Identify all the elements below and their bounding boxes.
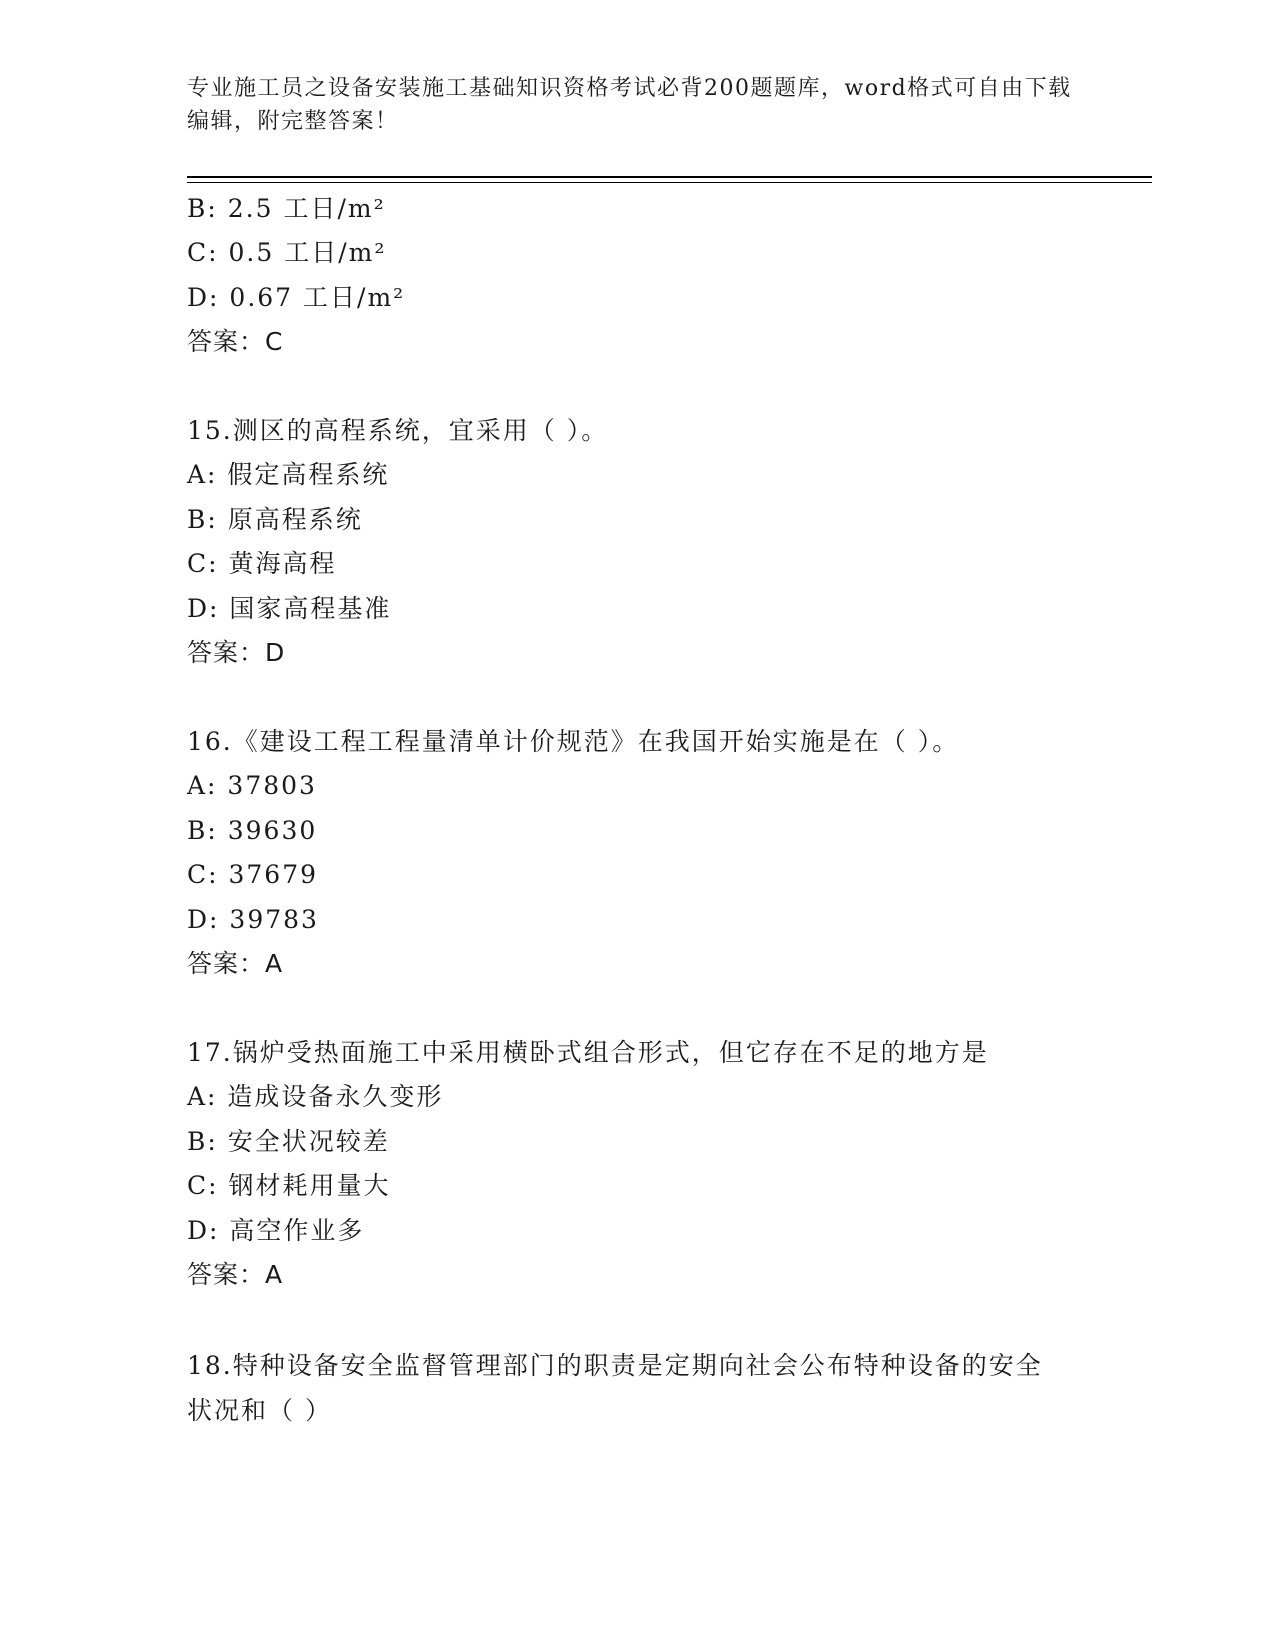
q15-option-c: C: 黄海高程 xyxy=(187,549,337,578)
q16-option-d: D: 39783 xyxy=(187,905,319,934)
prev-option-d: D: 0.67 工日/m² xyxy=(187,283,406,312)
q18-question: 18.特种设备安全监督管理部门的职责是定期向社会公布特种设备的安全状况和（ ） xyxy=(187,1351,1043,1425)
q17-question: 17.锅炉受热面施工中采用横卧式组合形式，但它存在不足的地方是 xyxy=(187,1038,989,1067)
q17-option-c: C: 钢材耗用量大 xyxy=(187,1171,391,1200)
prev-option-b: B: 2.5 工日/m² xyxy=(187,194,386,223)
q17-answer: 答案：A xyxy=(187,1260,284,1289)
q16-question: 16.《建设工程工程量清单计价规范》在我国开始实施是在（ ）。 xyxy=(187,727,960,756)
q16-answer: 答案：A xyxy=(187,949,284,978)
header-divider-thick xyxy=(187,176,1152,178)
q16-option-c: C: 37679 xyxy=(187,860,319,889)
q17-option-b: B: 安全状况较差 xyxy=(187,1127,390,1156)
q16-option-b: B: 39630 xyxy=(187,816,318,845)
prev-answer: 答案：C xyxy=(187,327,284,356)
q15-option-b: B: 原高程系统 xyxy=(187,505,363,534)
q15-option-a: A: 假定高程系统 xyxy=(187,460,390,489)
q17-option-a: A: 造成设备永久变形 xyxy=(187,1082,444,1111)
q17-option-d: D: 高空作业多 xyxy=(187,1216,365,1245)
q16-option-a: A: 37803 xyxy=(187,771,317,800)
document-header: 专业施工员之设备安装施工基础知识资格考试必背200题题库，word格式可自由下载编辑，附完整答案！ xyxy=(187,76,1072,134)
q15-answer: 答案：D xyxy=(187,638,286,667)
q15-question: 15.测区的高程系统，宜采用（ ）。 xyxy=(187,416,609,445)
header-divider-thin xyxy=(187,182,1152,183)
prev-option-c: C: 0.5 工日/m² xyxy=(187,238,387,267)
q15-option-d: D: 国家高程基准 xyxy=(187,594,392,623)
